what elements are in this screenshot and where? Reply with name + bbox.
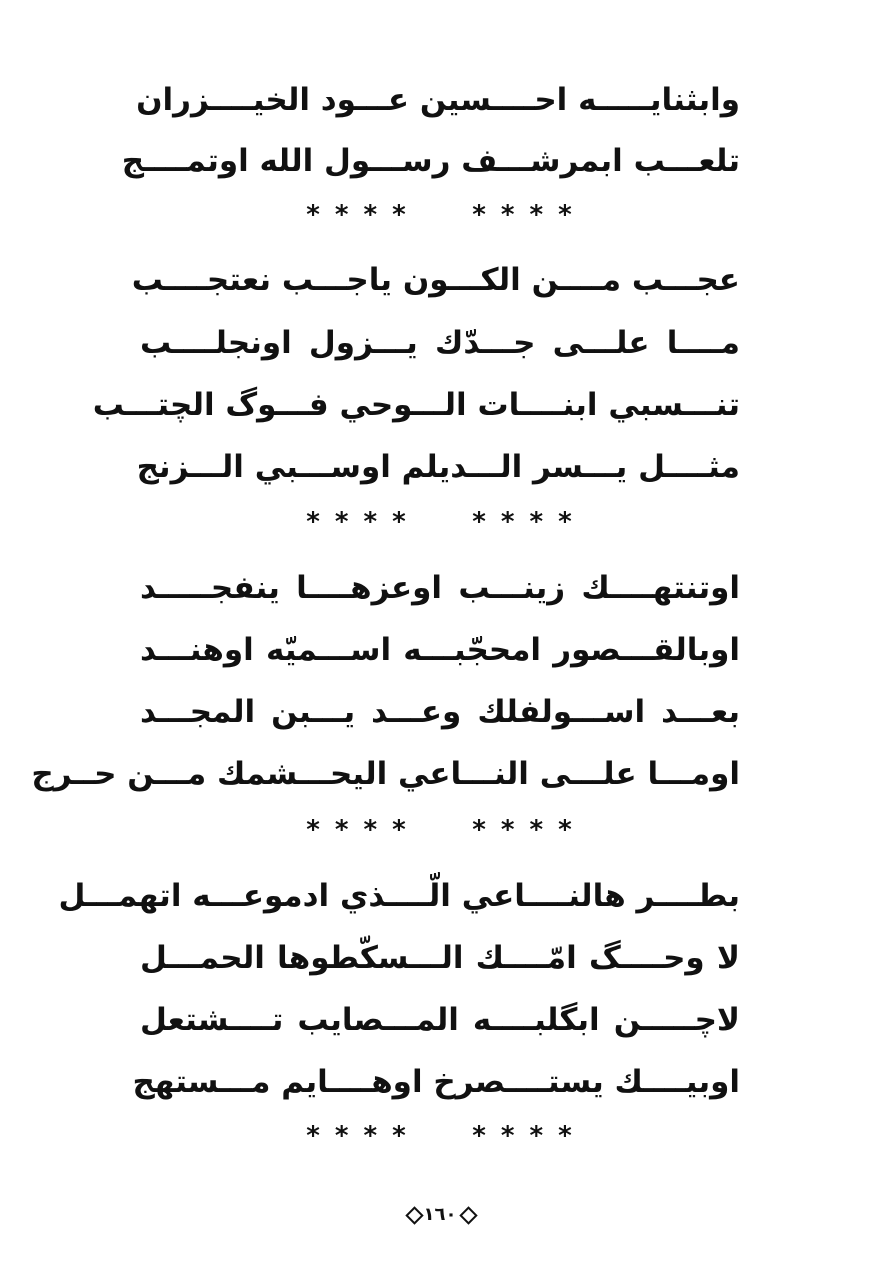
verse-line: اوبيــــك يستــــصرخ اوهــــايم مـــستهج (132, 1064, 740, 1100)
separator-stars-left: * * * * (306, 200, 409, 230)
verse-line: وابثنايـــــه احــــسين عـــود الخيــــزران (136, 82, 740, 118)
stanza-separator (300, 507, 581, 537)
separator-stars-right: * * * * (472, 1121, 575, 1151)
stanza-separator (300, 200, 581, 230)
verse-line: لاچـــــن ابگلبــــه المـــصايب تــــشتعل (140, 1002, 740, 1038)
verse-line: اوبالقـــصور امحجّبـــه اســـميّه اوهنـــد (140, 632, 740, 668)
page-number-folio (400, 1196, 480, 1232)
verse-line: اومـــا علـــى النـــاعي اليحـــشمك مـــن حــرج (31, 756, 740, 792)
separator-stars-left: * * * * (306, 507, 409, 537)
verse-line: مــــا علـــى جـــدّك يـــزول اونجلــــب (140, 325, 740, 361)
stanza-separator (300, 815, 581, 845)
ornament-icon (406, 1207, 420, 1221)
separator-stars-right: * * * * (472, 507, 575, 537)
separator-stars-left: * * * * (306, 1121, 409, 1151)
verse-line: بعـــد اســـولفلك وعـــد يـــبن المجـــد (140, 694, 740, 730)
verse-line: تنـــسبي ابنــــات الـــوحي فـــوگ الچتـــب (92, 387, 740, 423)
separator-stars-right: * * * * (472, 815, 575, 845)
verse-line: اوتنتهــــك زينـــب اوعزهــــا ينفجـــــد (140, 570, 740, 606)
verse-line: مثــــل يـــسر الـــديلم اوســـبي الـــزنج (136, 449, 740, 485)
stanza-separator (300, 1121, 581, 1151)
separator-stars-left: * * * * (306, 815, 409, 845)
page-number: ١٦٠ (423, 1203, 457, 1225)
verse-line: تلعـــب ابمرشـــف رســـول الله اوتمــــج (121, 143, 740, 179)
ornament-icon (460, 1207, 474, 1221)
verse-line: بطــــر هالنــــاعي الّــــذي ادموعـــه اتهمـــل (58, 878, 740, 914)
separator-stars-right: * * * * (472, 200, 575, 230)
verse-line: لا وحــــگ امّــــك الـــسكّطوها الحمـــل (140, 940, 740, 976)
verse-line: عجـــب مــــن الكـــون ياجـــب نعتجــــب (131, 262, 740, 298)
